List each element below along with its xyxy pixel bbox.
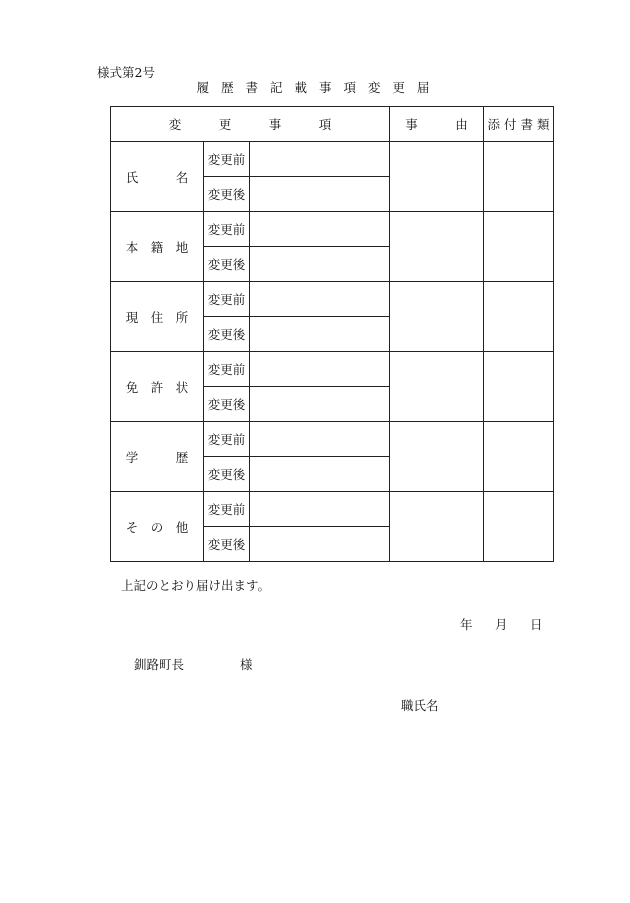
attachments-cell[interactable] (484, 492, 554, 562)
category-label: 学 歴 (111, 422, 204, 492)
document-title: 履 歴 書 記 載 事 項 変 更 届 (196, 80, 434, 95)
category-row-before (111, 282, 554, 317)
before-label: 変更前 (204, 142, 250, 177)
category-label: 現 住 所 (111, 282, 204, 352)
date-month-label: 月 (495, 617, 508, 632)
reason-cell[interactable] (390, 142, 484, 212)
category-label: 本 籍 地 (111, 212, 204, 282)
after-value-cell[interactable] (250, 387, 390, 422)
header-attachments: 添 付 書 類 (484, 107, 554, 142)
after-label: 変更後 (204, 457, 250, 492)
before-value-cell[interactable] (250, 282, 390, 317)
attachments-cell[interactable] (484, 142, 554, 212)
before-label: 変更前 (204, 352, 250, 387)
after-value-cell[interactable] (250, 317, 390, 352)
category-row-before (111, 352, 554, 387)
before-label: 変更前 (204, 492, 250, 527)
category-row-before (111, 142, 554, 177)
addressee: 釧路町長 (134, 657, 185, 672)
reason-cell[interactable] (390, 422, 484, 492)
category-row-before (111, 492, 554, 527)
before-value-cell[interactable] (250, 212, 390, 247)
category-row-before (111, 212, 554, 247)
after-value-cell[interactable] (250, 527, 390, 562)
after-value-cell[interactable] (250, 247, 390, 282)
attachments-cell[interactable] (484, 212, 554, 282)
date-day-label: 日 (530, 617, 543, 632)
before-label: 変更前 (204, 212, 250, 247)
after-label: 変更後 (204, 247, 250, 282)
category-label: 免 許 状 (111, 352, 204, 422)
attachments-cell[interactable] (484, 422, 554, 492)
after-value-cell[interactable] (250, 457, 390, 492)
after-label: 変更後 (204, 317, 250, 352)
signer-name-label: 職氏名 (401, 698, 439, 713)
after-label: 変更後 (204, 177, 250, 212)
reason-cell[interactable] (390, 212, 484, 282)
category-row-before (111, 422, 554, 457)
before-value-cell[interactable] (250, 492, 390, 527)
reason-cell[interactable] (390, 282, 484, 352)
after-value-cell[interactable] (250, 177, 390, 212)
before-value-cell[interactable] (250, 142, 390, 177)
honorific: 様 (240, 657, 253, 672)
table-header-row (111, 107, 554, 142)
date-year-label: 年 (460, 617, 473, 632)
header-change-items: 変 更 事 項 (111, 107, 390, 142)
after-label: 変更後 (204, 527, 250, 562)
attachments-cell[interactable] (484, 352, 554, 422)
before-label: 変更前 (204, 422, 250, 457)
form-number: 様式第2号 (97, 65, 155, 80)
change-items-table (110, 106, 554, 562)
category-label: そ の 他 (111, 492, 204, 562)
header-reason: 事 由 (390, 107, 484, 142)
after-label: 変更後 (204, 387, 250, 422)
before-value-cell[interactable] (250, 352, 390, 387)
closing-statement: 上記のとおり届け出ます。 (121, 578, 271, 593)
before-label: 変更前 (204, 282, 250, 317)
reason-cell[interactable] (390, 492, 484, 562)
reason-cell[interactable] (390, 352, 484, 422)
category-label: 氏 名 (111, 142, 204, 212)
before-value-cell[interactable] (250, 422, 390, 457)
attachments-cell[interactable] (484, 282, 554, 352)
